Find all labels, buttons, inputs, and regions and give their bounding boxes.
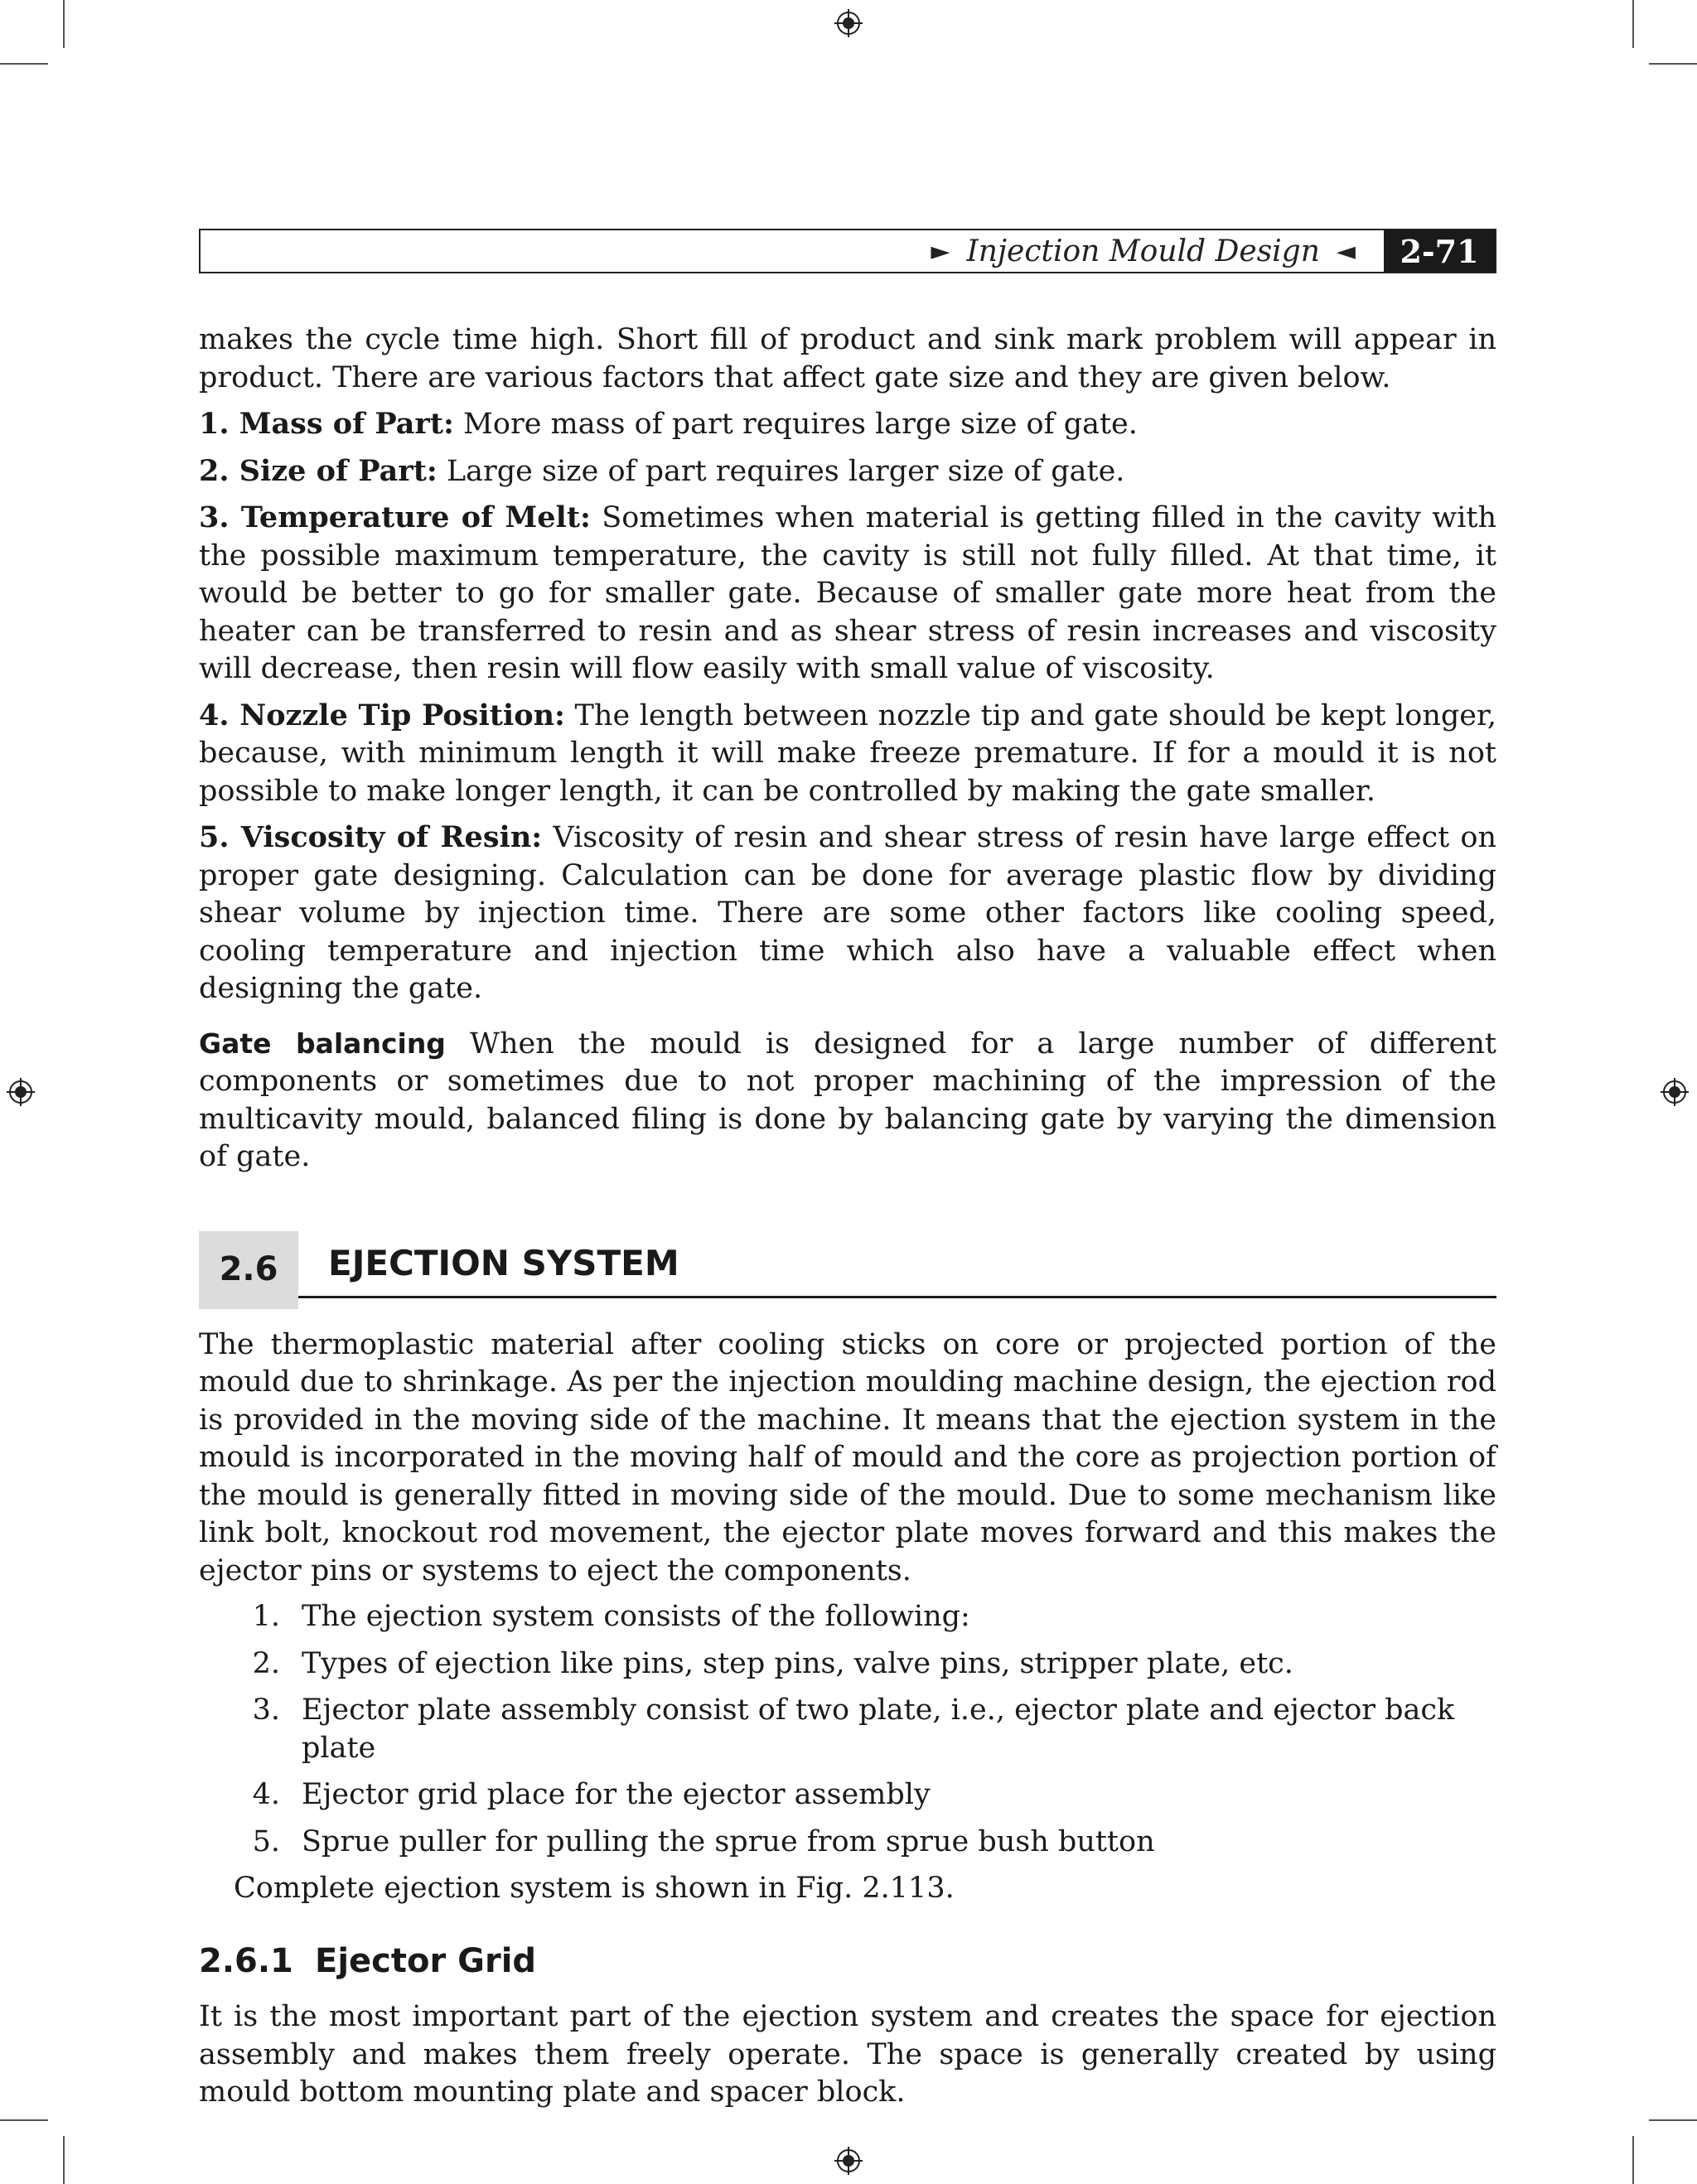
factor-label: 3. Temperature of Melt: [199,500,591,534]
figure-reference: Complete ejection system is shown in Fig. 2.113. [234,1872,955,1905]
section-number: 2.6 [199,1231,298,1309]
list-item-text: Ejector grid place for the ejector assembly [302,1778,931,1811]
registration-mark-right-icon [1661,1078,1689,1106]
gate-balancing-label: Gate balancing [199,1027,446,1060]
factor-item [199,697,1496,811]
list-item [199,1645,1496,1684]
factor-label: 1. Mass of Part: [199,407,454,441]
list-item-number: 4. [252,1778,280,1811]
gate-balancing-text: When the mould is designed for a large number of different components or sometimes due to not proper machining of the impression of the multicavity mould, balanced filing is done by balancing gate by varying the dimension of gate. [199,1027,1496,1173]
chapter-title: Injection Mould Design [966,234,1320,268]
crop-mark-bottom-left-vertical [63,2136,65,2184]
section-title: EJECTION SYSTEM [328,1242,679,1283]
subsection-heading [199,1943,1496,1981]
crop-mark-top-left-horizontal [0,63,48,65]
crop-mark-bottom-right-vertical [1632,2136,1634,2184]
page-number: 2-71 [1384,230,1495,272]
registration-mark-left-icon [7,1078,35,1106]
intro-paragraph: makes the cycle time high. Short fill of product and sink mark problem will appear in product. There are various factors that affect gate size and they are given below. [199,323,1496,394]
factor-text: The length between nozzle tip and gate should be kept longer, because, with minimum length it will make freeze premature. If for a mould it is not possible to make longer length, it can be controlled by making the gate smaller. [199,698,1496,808]
list-item-text: Types of ejection like pins, step pins, valve pins, stripper plate, etc. [302,1646,1293,1680]
right-pointer-icon: ► [931,236,950,266]
gate-balancing-paragraph [199,1025,1496,1177]
list-item-text: The ejection system consists of the following: [302,1600,970,1633]
factor-text: Viscosity of resin and shear stress of resin have large effect on proper gate designing. Calculation can be done for average plastic flow by dividing shear volume by injection time. There are some other factors like cooling speed, cooling temperature and injection time which also have a valuable effect when designing the gate. [199,821,1497,1005]
crop-mark-bottom-left-horizontal [0,2119,48,2121]
section-heading [199,1231,1496,1298]
page-body [199,321,1496,2112]
left-pointer-icon: ◄ [1336,236,1356,266]
factor-label: 5. Viscosity of Resin: [199,820,543,854]
list-item-number: 3. [252,1694,280,1727]
registration-mark-bottom-icon [834,2147,863,2175]
list-item-number: 1. [252,1600,280,1633]
factor-label: 4. Nozzle Tip Position: [199,698,565,732]
ejection-list [199,1598,1496,1861]
running-header [199,229,1496,273]
list-item-number: 2. [252,1646,280,1680]
factor-label: 2. Size of Part: [199,453,438,488]
subsection-title: Ejector Grid [315,1941,537,1980]
factor-text: Sometimes when material is getting filled in the cavity with the possible maximum temperature, the cavity is still not fully filled. At that time, it would be better to go for smaller gate. Because of smaller gate more heat from the heater can be transferred to resin and as shear stress of resin increases and viscosity will decrease, then resin will flow easily with small value of viscosity. [199,501,1496,685]
factor-item [199,405,1496,444]
list-item [199,1776,1496,1814]
list-item-number: 5. [252,1824,280,1858]
section-paragraph: The thermoplastic material after cooling sticks on core or projected portion of the mould due to shrinkage. As per the injection moulding machine design, the ejection rod is provided in the moving side of the machine. It means that the ejection system in the mould is incorporated in the moving half of mould and the core as projection portion of the mould is generally fitted in moving side of the mould. Due to some mechanism like link bolt, knockout rod movement, the ejector plate moves forward and this makes the ejector pins or systems to eject the components. [199,1327,1496,1587]
factor-text: Large size of part requires larger size of gate. [437,454,1125,488]
crop-mark-bottom-right-horizontal [1649,2119,1697,2121]
crop-mark-top-left-vertical [63,0,65,48]
factor-text: More mass of part requires large size of gate. [453,408,1138,441]
factor-item [199,452,1496,491]
factor-item [199,819,1496,1008]
list-item-text: Sprue puller for pulling the sprue from sprue bush button [302,1824,1155,1858]
list-item [199,1598,1496,1636]
crop-mark-top-right-vertical [1632,0,1634,48]
list-item [199,1824,1496,1862]
factor-item [199,499,1496,689]
list-item-text: Ejector plate assembly consist of two plate, i.e., ejector plate and ejector back plate [302,1694,1455,1765]
registration-mark-top-icon [834,9,863,37]
list-item [199,1692,1496,1767]
crop-mark-top-right-horizontal [1649,63,1697,65]
subsection-paragraph: It is the most important part of the ejection system and creates the space for ejection assembly and makes them freely operate. The space is generally created by using mould bottom mounting plate and spacer block. [199,2000,1496,2109]
subsection-number: 2.6.1 [199,1941,293,1980]
